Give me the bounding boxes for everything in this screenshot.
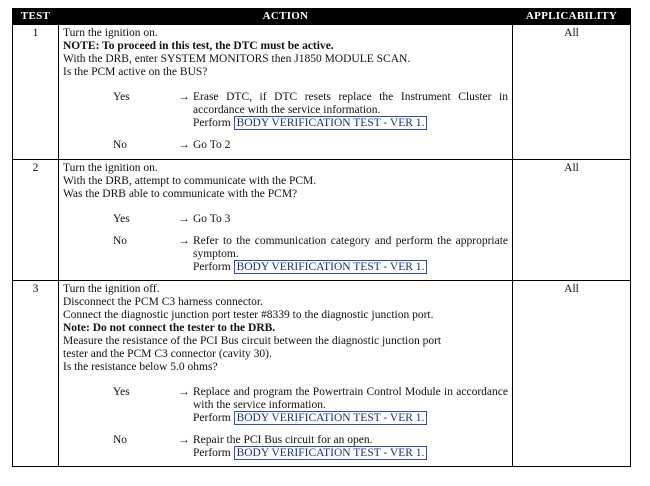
action-step: With the DRB, attempt to communicate with the PCM. xyxy=(63,175,317,187)
perform-line xyxy=(193,447,508,460)
action-note: Note: Do not connect the tester to the DRB. xyxy=(63,322,276,334)
perform-label: Perform xyxy=(193,447,231,459)
table-row-test-2 xyxy=(13,160,631,281)
yes-option xyxy=(113,386,508,425)
header-test: TEST xyxy=(13,9,59,25)
arrow-icon: → xyxy=(178,386,190,398)
applicability-cell: All xyxy=(513,160,631,281)
arrow-icon: → xyxy=(178,91,190,103)
no-result xyxy=(193,235,508,274)
action-step: With the DRB, enter SYSTEM MONITORS then J1850 MODULE SCAN. xyxy=(63,53,411,65)
action-question: Was the DRB able to communicate with the PCM? xyxy=(63,188,298,200)
perform-label: Perform xyxy=(193,261,231,273)
test-number: 1 xyxy=(13,25,59,160)
yes-label: Yes xyxy=(113,213,130,225)
action-step: Disconnect the PCM C3 harness connector. xyxy=(63,296,263,308)
no-result-text: Repair the PCI Bus circuit for an open. xyxy=(193,434,373,446)
yes-result-text: Go To 3 xyxy=(193,213,231,225)
arrow-icon: → xyxy=(178,434,190,446)
yes-result xyxy=(193,91,508,130)
arrow-icon: → xyxy=(178,213,190,225)
header-applicability: APPLICABILITY xyxy=(513,9,631,25)
action-cell xyxy=(59,160,513,281)
perform-label: Perform xyxy=(193,117,231,129)
no-result-text: Go To 2 xyxy=(193,139,231,151)
no-option xyxy=(113,235,508,274)
no-label: No xyxy=(113,139,128,151)
action-step: Turn the ignition off. xyxy=(63,283,160,295)
action-step: tester and the PCM C3 connector (cavity 30). xyxy=(63,348,272,360)
yes-result-text: Erase DTC, if DTC resets replace the Instrument Cluster in accordance with the service information. xyxy=(193,91,508,116)
applicability-cell: All xyxy=(513,281,631,467)
yes-result xyxy=(193,386,508,425)
action-cell xyxy=(59,25,513,160)
perform-line xyxy=(193,261,508,274)
yes-label: Yes xyxy=(113,386,130,398)
perform-line xyxy=(193,117,508,130)
arrow-icon: → xyxy=(178,235,190,247)
table-row-test-3 xyxy=(13,281,631,467)
action-step: Turn the ignition on. xyxy=(63,162,158,174)
test-number: 2 xyxy=(13,160,59,281)
body-verification-test-link[interactable]: BODY VERIFICATION TEST - VER 1. xyxy=(234,446,428,460)
yes-option xyxy=(113,91,508,130)
no-result xyxy=(193,434,508,460)
no-option xyxy=(113,139,508,152)
no-label: No xyxy=(113,235,128,247)
action-note: NOTE: To proceed in this test, the DTC must be active. xyxy=(63,40,334,52)
table-row-test-1 xyxy=(13,25,631,160)
perform-line xyxy=(193,412,508,425)
applicability-cell: All xyxy=(513,25,631,160)
yes-label: Yes xyxy=(113,91,130,103)
arrow-icon: → xyxy=(178,139,190,151)
no-option xyxy=(113,434,508,460)
yes-option xyxy=(113,213,508,226)
action-question: Is the resistance below 5.0 ohms? xyxy=(63,361,218,373)
body-verification-test-link[interactable]: BODY VERIFICATION TEST - VER 1. xyxy=(234,116,428,130)
no-result-text: Refer to the communication category and perform the appropriate symptom. xyxy=(193,235,508,260)
no-label: No xyxy=(113,434,128,446)
action-cell xyxy=(59,281,513,467)
action-step: Measure the resistance of the PCI Bus circuit between the diagnostic junction port xyxy=(63,335,442,347)
action-step: Connect the diagnostic junction port tester #8339 to the diagnostic junction port. xyxy=(63,309,434,321)
test-number: 3 xyxy=(13,281,59,467)
body-verification-test-link[interactable]: BODY VERIFICATION TEST - VER 1. xyxy=(234,260,428,274)
table-header-row xyxy=(13,9,631,25)
action-step: Turn the ignition on. xyxy=(63,27,158,39)
action-question: Is the PCM active on the BUS? xyxy=(63,66,208,78)
body-verification-test-link[interactable]: BODY VERIFICATION TEST - VER 1. xyxy=(234,411,428,425)
diagnostic-test-table xyxy=(12,8,631,467)
perform-label: Perform xyxy=(193,412,231,424)
header-action: ACTION xyxy=(59,9,513,25)
diagnostic-table-container xyxy=(12,8,630,467)
yes-result-text: Replace and program the Powertrain Control Module in accordance with the service information. xyxy=(193,386,508,411)
